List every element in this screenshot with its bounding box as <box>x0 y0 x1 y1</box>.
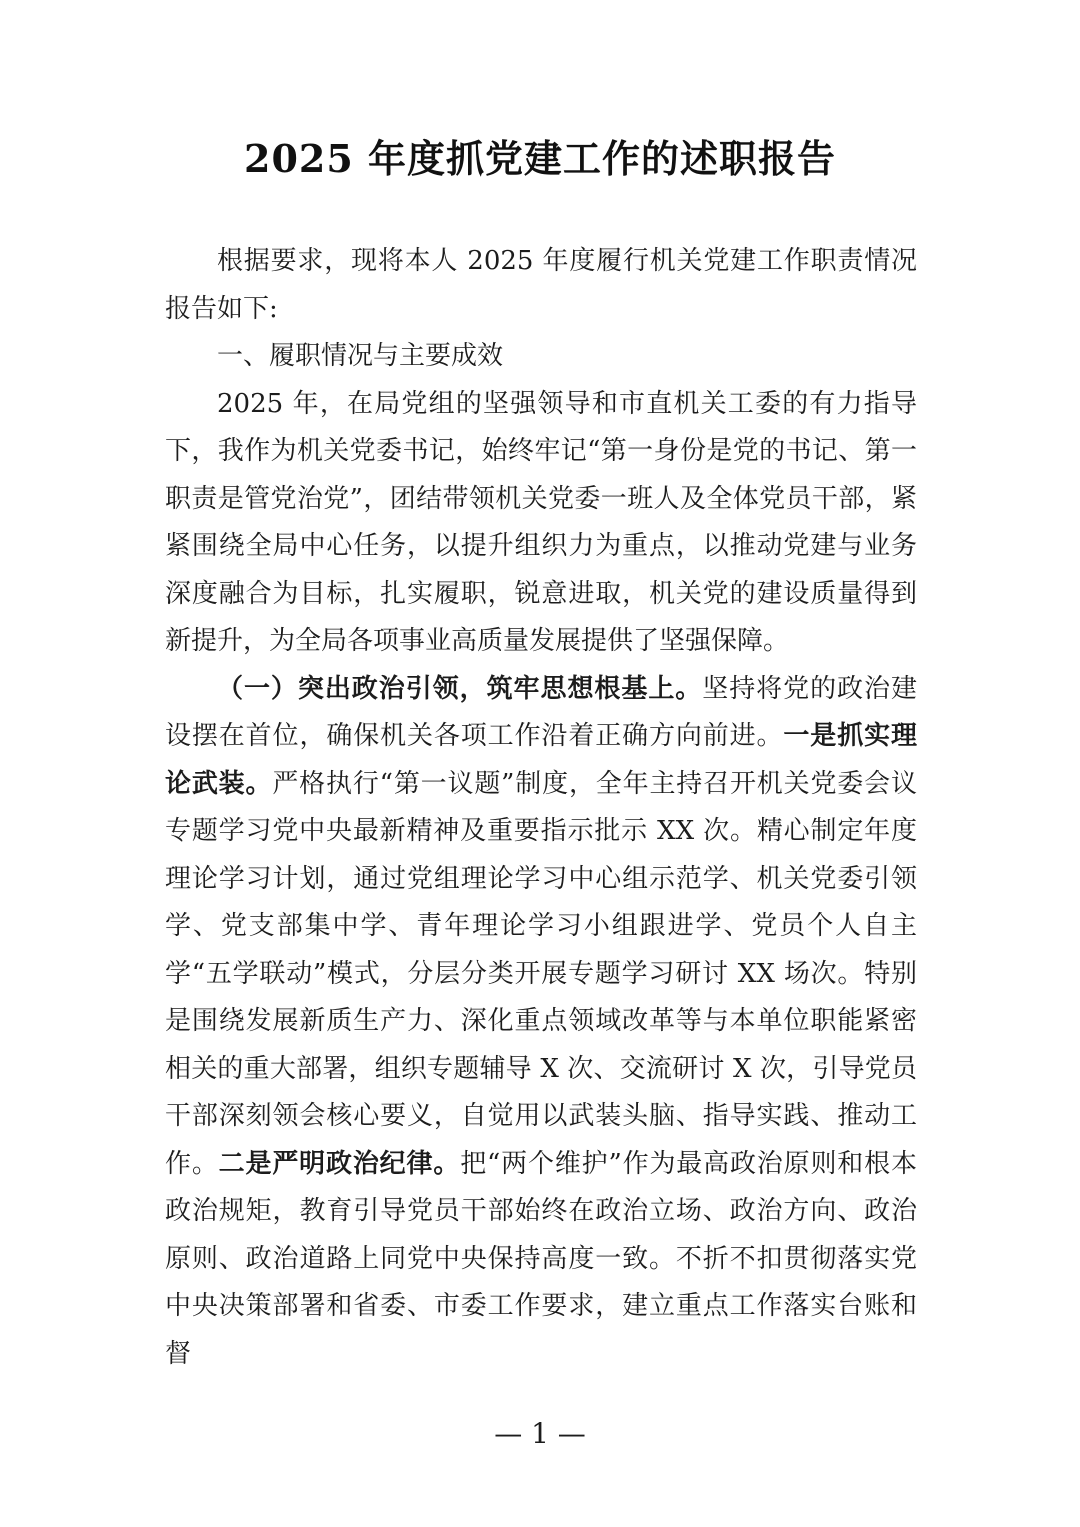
point-2-heading: 二是严明政治纪律。 <box>218 1148 461 1179</box>
point-1-text: 严格执行“第一议题”制度，全年主持召开机关党委会议专题学习党中央最新精神及重要指示批示 XX 次。精心制定年度理论学习计划，通过党组理论学习中心组示范学、机关党委引领学、党支部集中学、青年理论学习小组跟进学、党员个人自主学“五学联动”模式，分层分类开展专题学习研讨 XX 场次。特别是围绕发展新质生产力、深化重点领域改革等与本单位职能紧密相关的重大部署，组织专题辅导 X 次、交流研讨 X 次，引导党员干部深刻领会核心要义，自觉用以武装头脑、指导实践、推动工作。 <box>165 768 917 1179</box>
document-title: 2025 年度抓党建工作的述职报告 <box>244 136 836 181</box>
page-number: — 1 — <box>494 1417 586 1450</box>
point-2-text: 把“两个维护”作为最高政治原则和根本政治规矩，教育引导党员干部始终在政治立场、政治方向、政治原则、政治道路上同党中央保持高度一致。不折不扣贯彻落实党中央决策部署和省委、市委工作要求，建立重点工作落实台账和督 <box>165 1148 917 1369</box>
document-body <box>165 238 917 1378</box>
subsection-paragraph <box>165 666 917 1379</box>
subsection-heading: （一）突出政治引领，筑牢思想根基上。 <box>217 673 703 704</box>
subsection-text: 坚持将党的政治建设摆在首位，确保机关各项工作沿着正确方向前进。 <box>165 673 917 751</box>
intro-paragraph: 根据要求，现将本人 2025 年度履行机关党建工作职责情况报告如下: <box>165 246 917 324</box>
section-paragraph: 2025 年，在局党组的坚强领导和市直机关工委的有力指导下，我作为机关党委书记，始终牢记“第一身份是党的书记、第一职责是管党治党”，团结带领机关党委一班人及全体党员干部，紧紧围绕全局中心任务，以提升组织力为重点，以推动党建与业务深度融合为目标，扎实履职，锐意进取，机关党的建设质量得到新提升，为全局各项事业高质量发展提供了坚强保障。 <box>165 388 917 656</box>
section-heading: 一、履职情况与主要成效 <box>217 341 504 371</box>
point-1-heading: 一是抓实理论武装。 <box>165 721 917 799</box>
